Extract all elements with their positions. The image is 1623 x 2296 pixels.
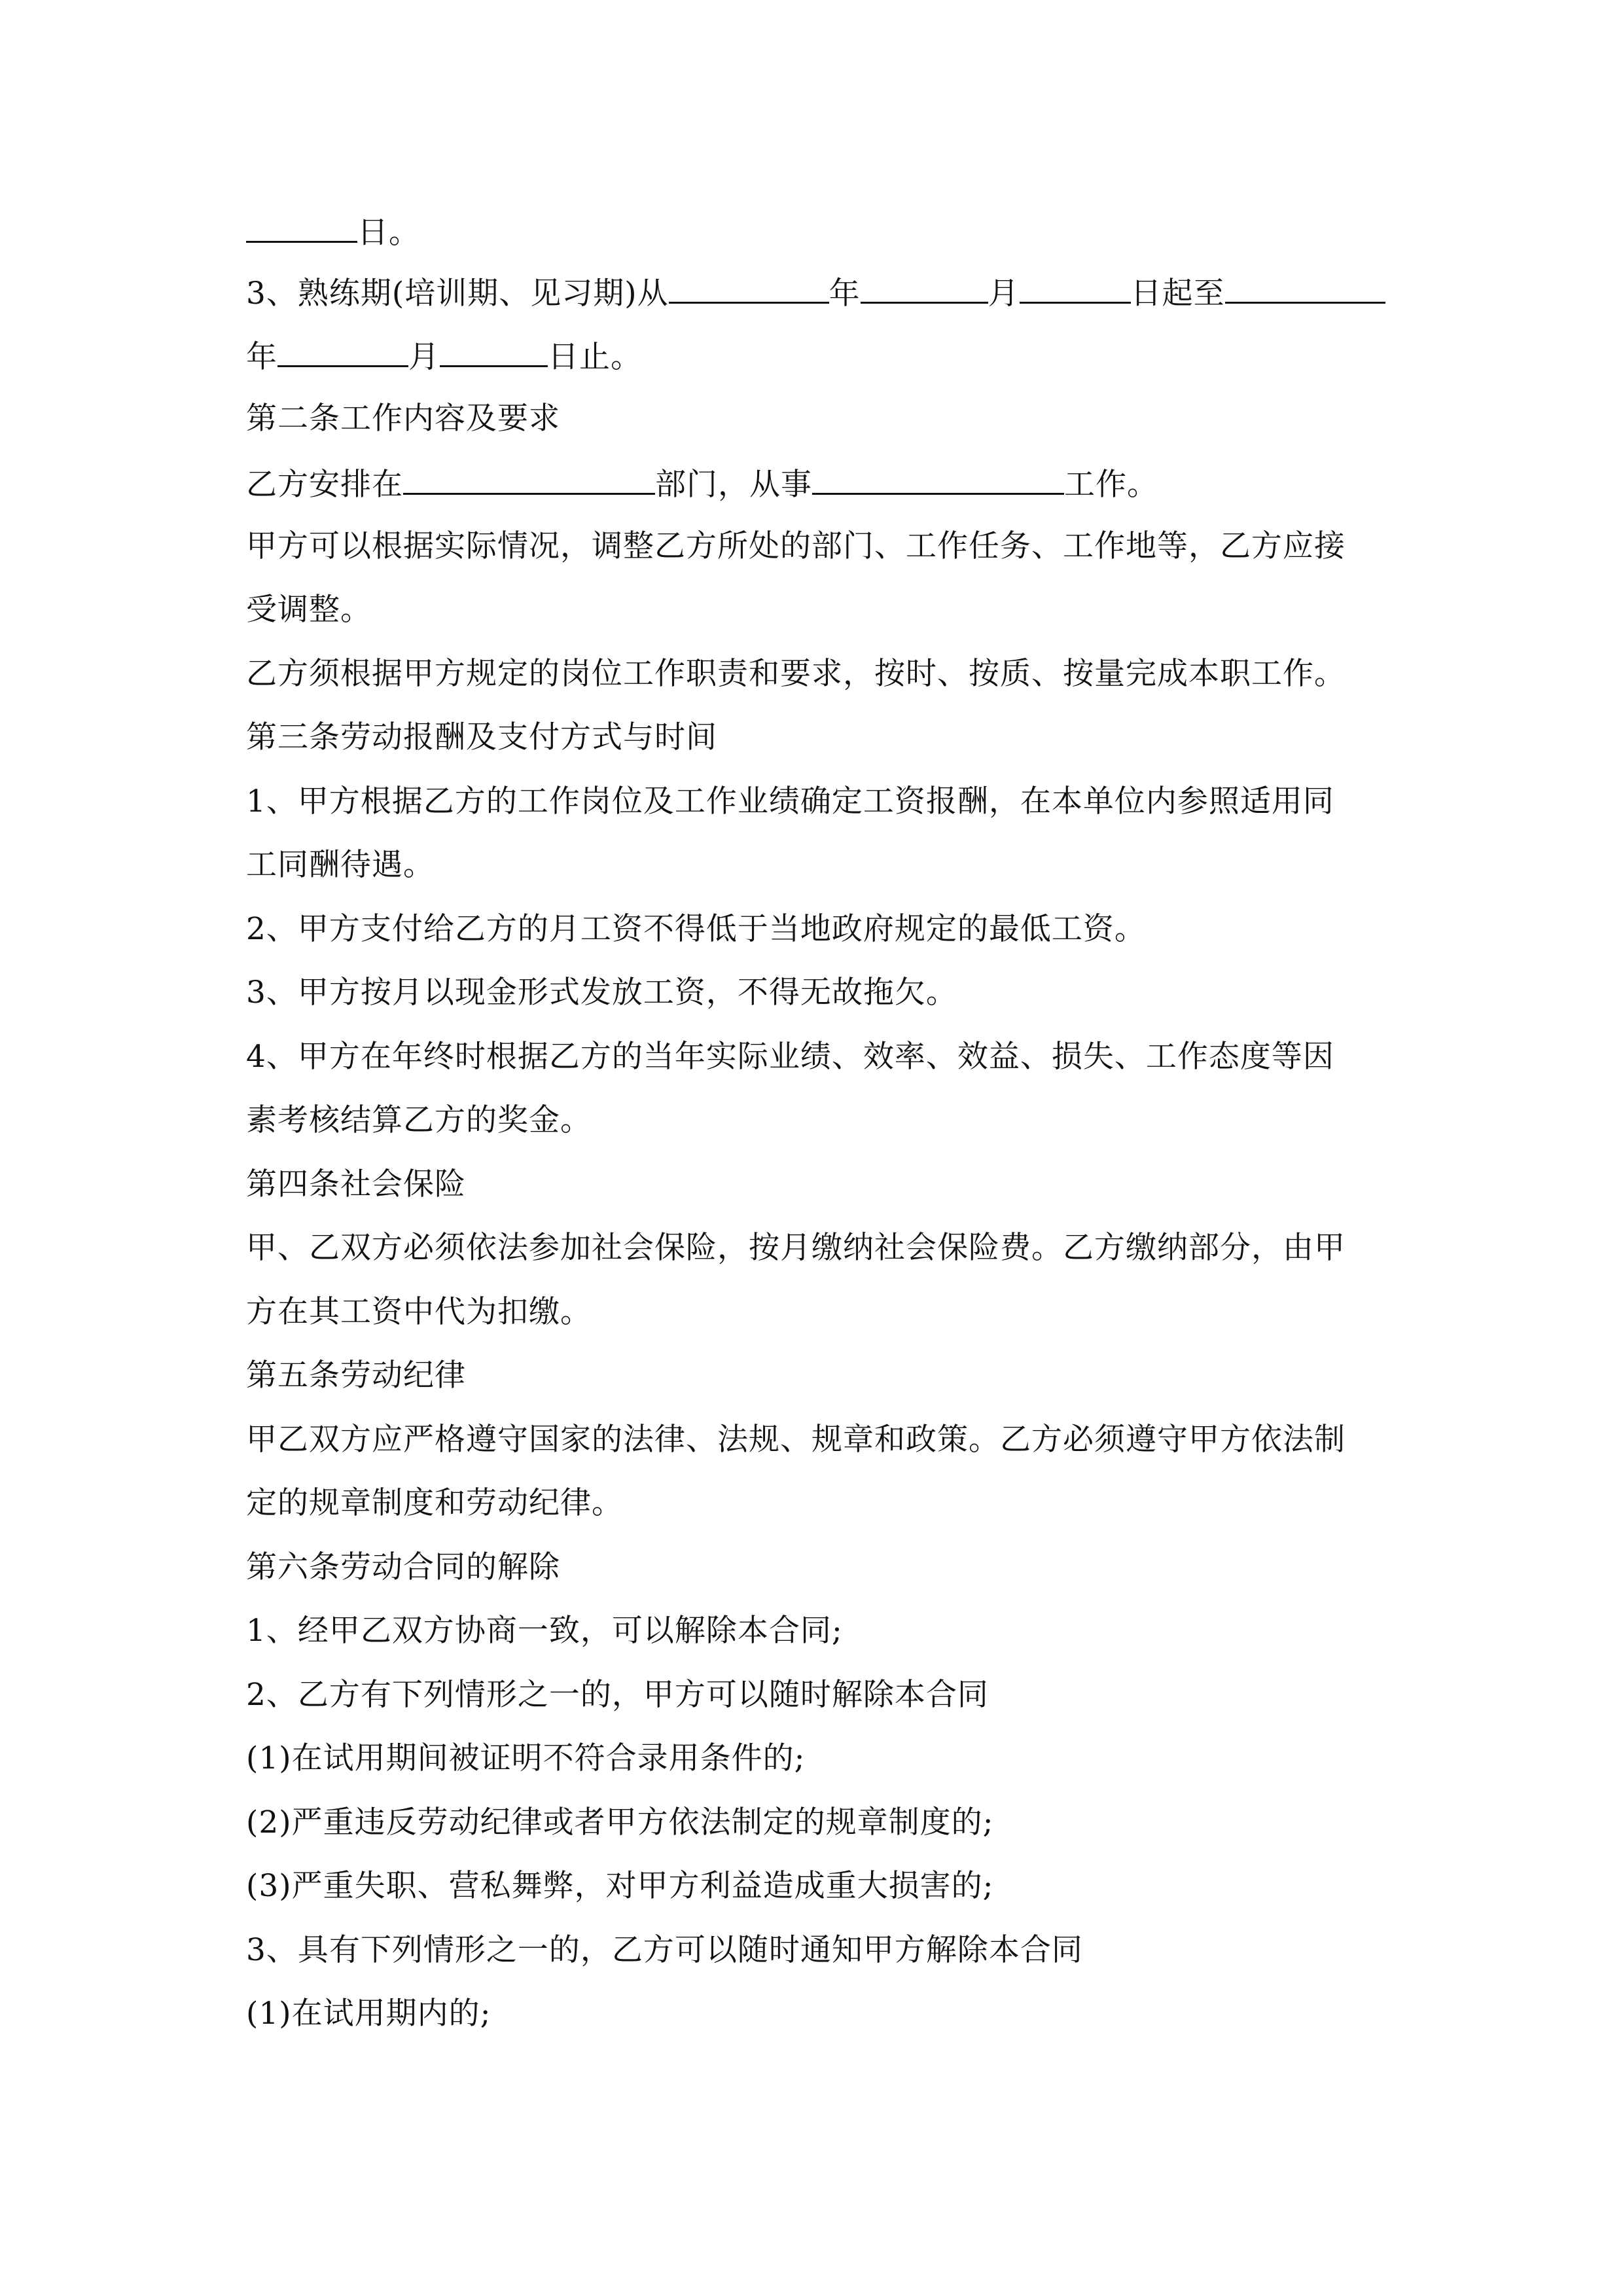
text-line <box>246 1293 592 1332</box>
text-segment: 第三条劳动报酬及支付方式与时间 <box>246 719 717 755</box>
text-line <box>246 655 1346 694</box>
text-line <box>246 1484 623 1523</box>
fill-blank[interactable] <box>277 335 408 367</box>
text-segment: 第二条工作内容及要求 <box>246 401 560 437</box>
section-heading <box>246 399 560 439</box>
text-line <box>246 846 435 885</box>
text-segment: 4、甲方在年终时根据乙方的当年实际业绩、效率、效益、损失、工作态度等因 <box>246 1039 1334 1075</box>
text-segment: 日起至 <box>1130 276 1225 312</box>
text-segment: 年 <box>829 276 861 312</box>
text-line <box>246 1739 805 1778</box>
text-segment: 素考核结算乙方的奖金。 <box>246 1102 592 1138</box>
text-line <box>246 211 420 250</box>
text-segment: 1、甲方根据乙方的工作岗位及工作业绩确定工资报酬，在本单位内参照适用同 <box>246 783 1334 819</box>
text-segment: 2、甲方支付给乙方的月工资不得低于当地政府规定的最低工资。 <box>246 911 1146 947</box>
text-segment: 部门，从事 <box>655 467 812 503</box>
section-heading <box>246 718 717 757</box>
fill-blank[interactable] <box>440 335 548 367</box>
text-segment: 甲、乙双方必须依法参加社会保险，按月缴纳社会保险费。乙方缴纳部分，由甲 <box>246 1230 1346 1266</box>
text-line <box>246 1101 592 1140</box>
text-segment: 月 <box>408 339 440 375</box>
fill-blank[interactable] <box>1225 272 1385 304</box>
fill-blank[interactable] <box>812 463 1064 495</box>
text-line <box>246 590 372 630</box>
section-heading <box>246 1165 466 1204</box>
text-line <box>246 1229 1346 1268</box>
text-line <box>246 910 1146 949</box>
text-line <box>246 782 1334 821</box>
text-line <box>246 1803 993 1842</box>
text-segment: (1)在试用期间被证明不符合录用条件的; <box>246 1740 806 1776</box>
text-segment: 第五条劳动纪律 <box>246 1357 466 1393</box>
text-segment: 日止。 <box>548 339 642 375</box>
text-segment: 3、具有下列情形之一的，乙方可以随时通知甲方解除本合同 <box>246 1932 1083 1968</box>
text-segment: 工作。 <box>1064 467 1158 503</box>
text-line <box>246 973 957 1013</box>
text-segment: 3、熟练期(培训期、见习期)从 <box>246 276 669 312</box>
text-line <box>246 1611 843 1651</box>
text-segment: (1)在试用期内的; <box>246 1996 491 2032</box>
text-segment: 工同酬待遇。 <box>246 847 435 883</box>
text-line <box>246 272 1385 311</box>
text-line <box>246 1037 1334 1077</box>
text-segment: 第四条社会保险 <box>246 1166 466 1202</box>
text-segment: 乙方安排在 <box>246 467 403 503</box>
text-segment: (3)严重失职、营私舞弊，对甲方利益造成重大损害的; <box>246 1868 994 1904</box>
text-line <box>246 1420 1346 1460</box>
text-segment: (2)严重违反劳动纪律或者甲方依法制定的规章制度的; <box>246 1804 994 1840</box>
text-segment: 2、乙方有下列情形之一的，甲方可以随时解除本合同 <box>246 1677 989 1713</box>
text-line <box>246 335 642 374</box>
text-segment: 月 <box>988 276 1020 312</box>
text-segment: 方在其工资中代为扣缴。 <box>246 1294 592 1330</box>
text-segment: 甲方可以根据实际情况，调整乙方所处的部门、工作任务、工作地等，乙方应接 <box>246 528 1346 564</box>
fill-blank[interactable] <box>246 211 357 243</box>
fill-blank[interactable] <box>403 463 655 495</box>
text-segment: 年 <box>246 339 277 375</box>
text-segment: 定的规章制度和劳动纪律。 <box>246 1485 623 1521</box>
section-heading <box>246 1548 560 1587</box>
text-segment: 乙方须根据甲方规定的岗位工作职责和要求，按时、按质、按量完成本职工作。 <box>246 656 1346 692</box>
text-line <box>246 1994 491 2034</box>
fill-blank[interactable] <box>861 272 988 304</box>
text-segment: 甲乙双方应严格遵守国家的法律、法规、规章和政策。乙方必须遵守甲方依法制 <box>246 1422 1346 1458</box>
text-line <box>246 527 1346 566</box>
text-line <box>246 1676 989 1715</box>
section-heading <box>246 1356 466 1395</box>
text-line <box>246 1931 1083 1970</box>
text-segment: 受调整。 <box>246 592 372 628</box>
text-segment: 3、甲方按月以现金形式发放工资，不得无故拖欠。 <box>246 975 957 1011</box>
fill-blank[interactable] <box>1020 272 1131 304</box>
text-segment: 第六条劳动合同的解除 <box>246 1549 560 1585</box>
text-segment: 日。 <box>357 215 420 251</box>
text-segment: 1、经甲乙双方协商一致，可以解除本合同; <box>246 1613 843 1649</box>
text-line <box>246 463 1158 502</box>
fill-blank[interactable] <box>669 272 829 304</box>
text-line <box>246 1867 993 1906</box>
